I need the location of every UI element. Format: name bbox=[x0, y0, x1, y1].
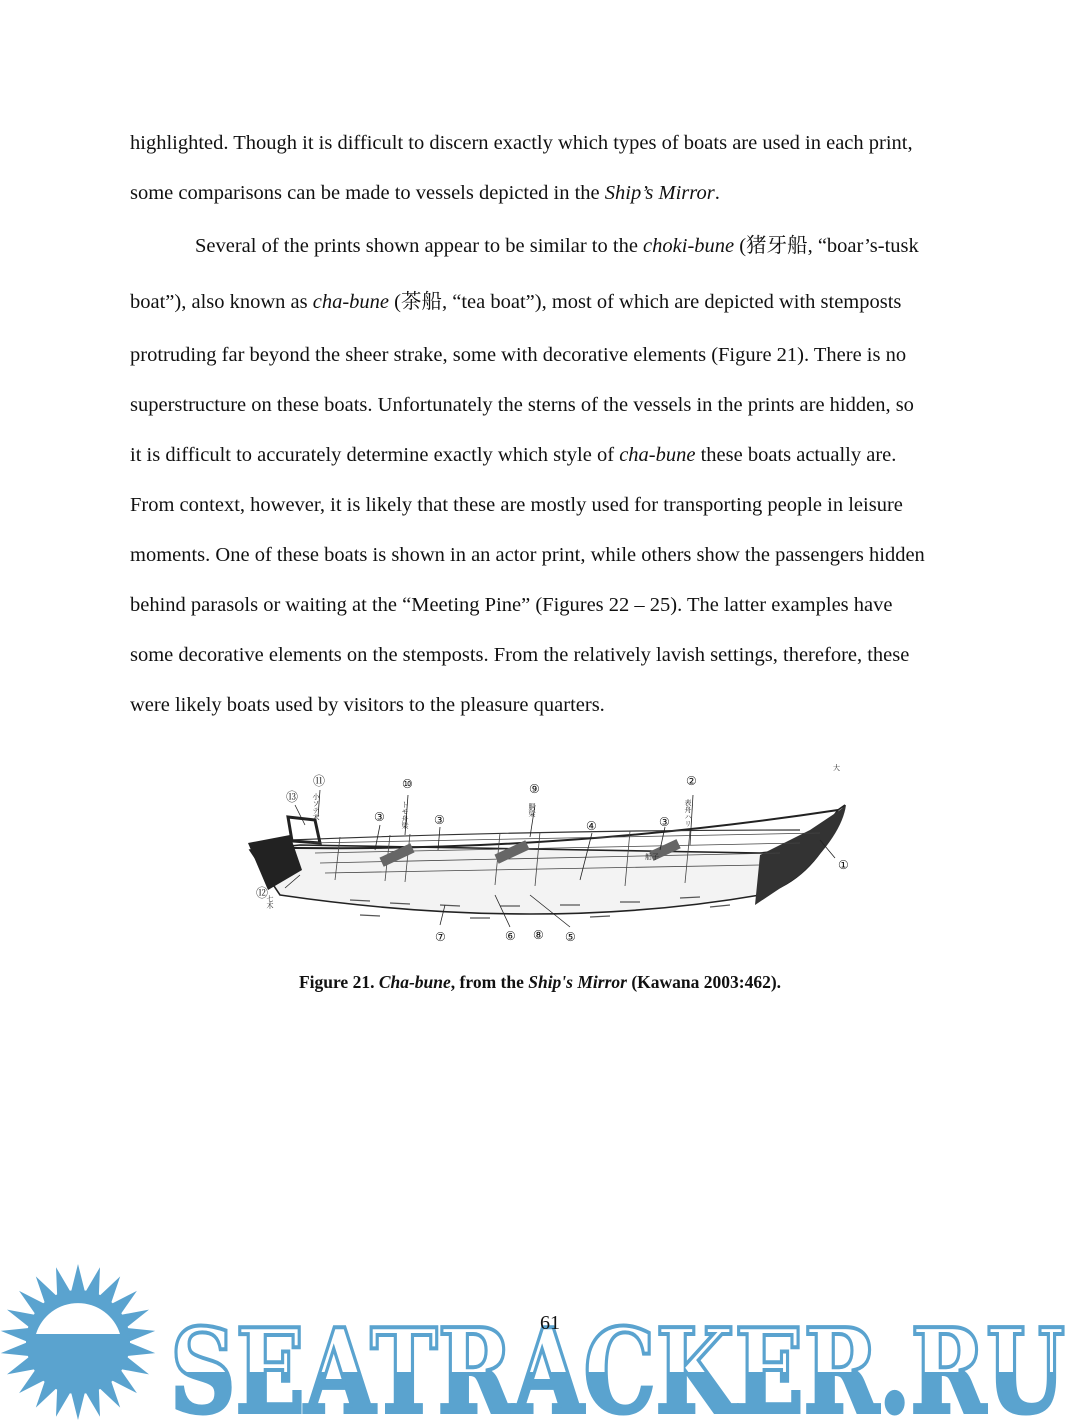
caption-citation: (Kawana 2003:462). bbox=[631, 972, 782, 992]
label-3c: ③ bbox=[659, 815, 670, 829]
text-segment: boat”), also known as bbox=[130, 291, 313, 313]
annotation-dai: 大 bbox=[833, 764, 840, 772]
italic-term: choki-bune bbox=[643, 235, 735, 257]
label-10: ⑩ bbox=[402, 777, 413, 791]
text-segment: these boats actually are. bbox=[695, 444, 897, 466]
annotation-dou: 胴梁 bbox=[528, 803, 536, 817]
text-segment: protruding far beyond the sheer strake, some with decorative elements (Figure 21). There is no bbox=[130, 344, 907, 366]
figure-caption bbox=[0, 972, 1080, 993]
text-line bbox=[130, 168, 970, 218]
text-line bbox=[130, 680, 970, 730]
italic-term: cha-bune bbox=[619, 444, 696, 466]
label-12: ⑫ bbox=[256, 886, 269, 900]
text-line bbox=[130, 274, 970, 330]
annotation-tomo: トモ舟梁 bbox=[401, 801, 409, 829]
text-segment: some decorative elements on the stemposts. From the relatively lavish settings, therefore, these bbox=[130, 644, 910, 666]
italic-term: cha-bune bbox=[312, 291, 390, 313]
label-7: ⑦ bbox=[435, 930, 446, 944]
italic-term: Ship’s Mirror bbox=[604, 182, 715, 204]
page-number: 61 bbox=[540, 1312, 560, 1334]
cha-bune-drawing bbox=[240, 755, 860, 950]
paragraph-2 bbox=[130, 218, 970, 730]
label-1: ① bbox=[838, 858, 849, 872]
text-segment: superstructure on these boats. Unfortunately the sterns of the vessels in the prints are hidden, so bbox=[130, 394, 914, 416]
label-3a: ③ bbox=[374, 810, 385, 824]
annotation-kosode: 小ソテ木 bbox=[312, 793, 320, 821]
caption-source: Ship's Mirror bbox=[528, 972, 627, 992]
text-segment: From context, however, it is likely that these are mostly used for transporting people in leisure bbox=[130, 494, 903, 516]
text-segment: behind parasols or waiting at the “Meeting Pine” (Figures 22 – 25). The latter examples have bbox=[130, 594, 893, 616]
text-line bbox=[130, 380, 970, 430]
text-line bbox=[130, 580, 970, 630]
label-9: ⑨ bbox=[529, 782, 540, 796]
text-line bbox=[130, 218, 970, 274]
text-line bbox=[130, 480, 970, 530]
label-11: ⑪ bbox=[313, 774, 326, 788]
label-3b: ③ bbox=[434, 813, 445, 827]
label-13: ⑬ bbox=[286, 790, 299, 804]
body-text bbox=[130, 118, 970, 730]
annotation-nanaki: 七木 bbox=[266, 895, 274, 909]
text-segment: (茶船, “tea boat”), most of which are depicted with stemposts bbox=[389, 291, 902, 313]
label-5: ⑤ bbox=[565, 930, 576, 944]
sun-icon bbox=[1, 1264, 155, 1420]
label-6: ⑥ bbox=[505, 929, 516, 943]
caption-from: , from the bbox=[450, 972, 524, 992]
label-8: ⑧ bbox=[533, 928, 544, 942]
text-segment: . bbox=[714, 182, 720, 204]
text-segment: some comparisons can be made to vessels depicted in the bbox=[130, 182, 605, 204]
annotation-funako: 船子 bbox=[645, 853, 659, 861]
annotation-omote: 表舟ハリ bbox=[684, 799, 692, 827]
paragraph-1 bbox=[130, 118, 970, 218]
text-line bbox=[130, 330, 970, 380]
label-2: ② bbox=[686, 774, 697, 788]
text-line bbox=[130, 430, 970, 480]
watermark-text: SEATRACKER.RU bbox=[170, 1304, 1065, 1425]
text-segment: moments. One of these boats is shown in an actor print, while others show the passengers hidden bbox=[130, 544, 925, 566]
caption-title: Cha-bune bbox=[378, 972, 451, 992]
text-line bbox=[130, 118, 970, 168]
watermark-logo bbox=[0, 1262, 1080, 1425]
text-segment: highlighted. Though it is difficult to discern exactly which types of boats are used in each print, bbox=[130, 132, 913, 154]
text-segment: it is difficult to accurately determine exactly which style of bbox=[130, 444, 620, 466]
caption-label: Figure 21. bbox=[298, 972, 375, 992]
text-segment: were likely boats used by visitors to the pleasure quarters. bbox=[130, 694, 605, 716]
boat-diagram-figure bbox=[240, 755, 860, 950]
seatracker-watermark bbox=[0, 1262, 1080, 1425]
text-segment: Several of the prints shown appear to be similar to the bbox=[195, 235, 644, 257]
text-line bbox=[130, 630, 970, 680]
text-line bbox=[130, 530, 970, 580]
text-segment: (猪牙船, “boar’s-tusk bbox=[734, 235, 919, 257]
label-4: ④ bbox=[586, 819, 597, 833]
